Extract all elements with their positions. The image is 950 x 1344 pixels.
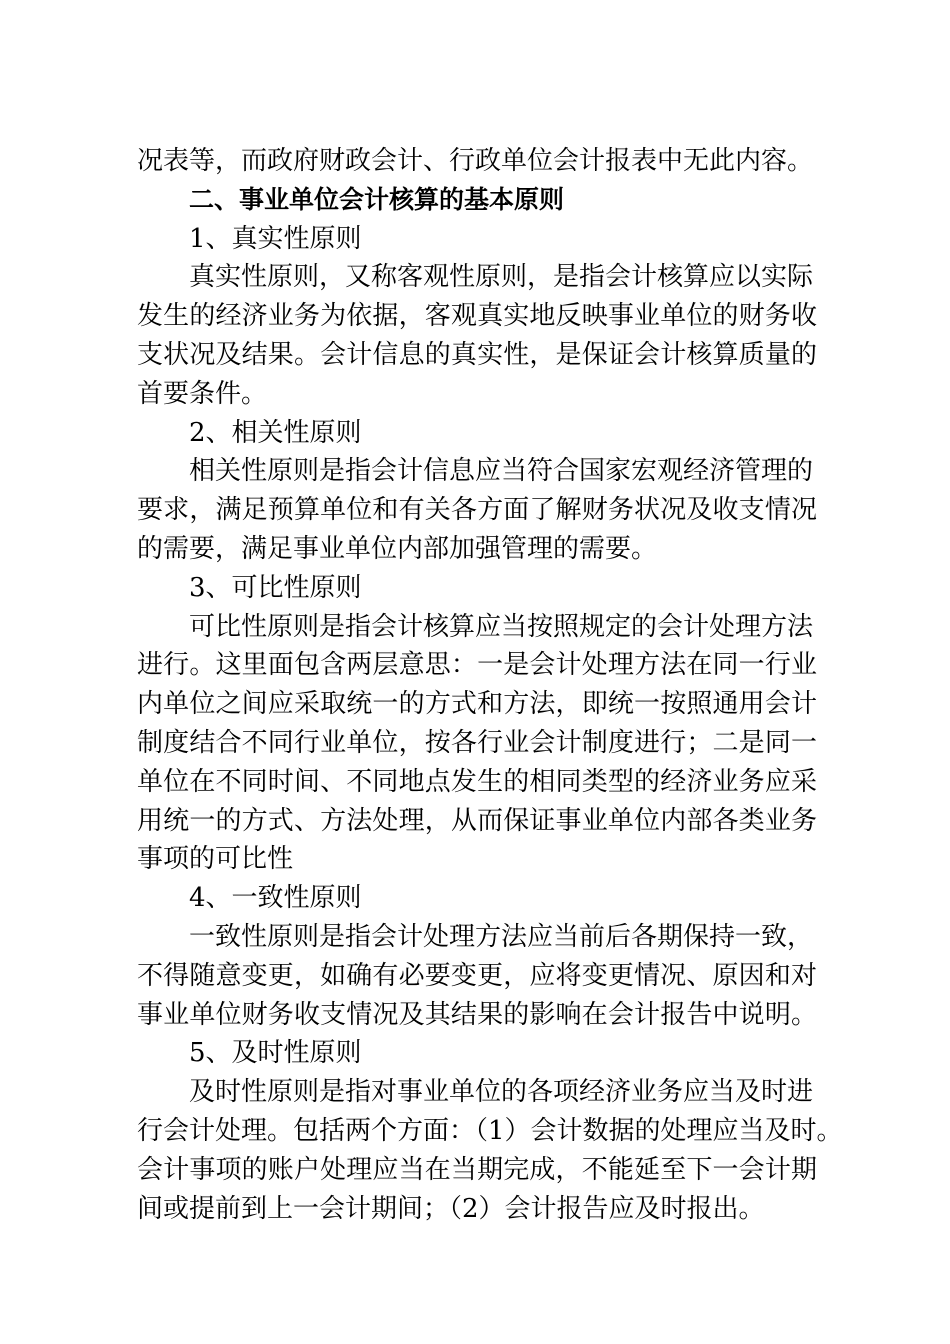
- subsection-heading: 5、及时性原则: [189, 1038, 362, 1069]
- section-heading: 二、事业单位会计核算的基本原则: [189, 184, 565, 214]
- paragraph-first-line: 及时性原则是指对事业单位的各项经济业务应当及时进: [189, 1077, 814, 1108]
- text-line: 发生的经济业务为依据，客观真实地反映事业单位的财务收: [137, 301, 817, 332]
- text-line: 单位在不同时间、不同地点发生的相同类型的经济业务应采: [137, 766, 817, 797]
- subsection-heading: 1、真实性原则: [189, 223, 362, 254]
- text-line: 不得随意变更，如确有必要变更，应将变更情况、原因和对: [137, 960, 817, 991]
- text-line: 用统一的方式、方法处理，从而保证事业单位内部各类业务: [137, 805, 817, 836]
- text-line: 间或提前到上一会计期间；（2）会计报告应及时报出。: [137, 1193, 765, 1224]
- text-line: 制度结合不同行业单位，按各行业会计制度进行；二是同一: [137, 727, 817, 758]
- subsection-heading: 4、一致性原则: [189, 883, 362, 914]
- paragraph-first-line: 可比性原则是指会计核算应当按照规定的会计处理方法: [189, 611, 814, 642]
- paragraph-first-line: 相关性原则是指会计信息应当符合国家宏观经济管理的: [189, 456, 814, 487]
- text-line: 进行。这里面包含两层意思：一是会计处理方法在同一行业: [137, 650, 817, 681]
- text-line: 事项的可比性: [137, 844, 294, 875]
- document-page: [137, 142, 843, 1228]
- subsection-heading: 3、可比性原则: [189, 572, 362, 603]
- text-line: 会计事项的账户处理应当在当期完成，不能延至下一会计期: [137, 1154, 817, 1185]
- paragraph-first-line: 真实性原则，又称客观性原则，是指会计核算应以实际: [189, 262, 814, 293]
- text-line: 况表等，而政府财政会计、行政单位会计报表中无此内容。: [137, 146, 814, 176]
- text-line: 首要条件。: [137, 378, 268, 409]
- text-line: 支状况及结果。会计信息的真实性，是保证会计核算质量的: [137, 339, 817, 370]
- text-line: 事业单位财务收支情况及其结果的影响在会计报告中说明。: [137, 999, 817, 1030]
- subsection-heading: 2、相关性原则: [189, 417, 362, 448]
- text-line: 要求，满足预算单位和有关各方面了解财务状况及收支情况: [137, 495, 817, 526]
- text-line: 行会计处理。包括两个方面：（1）会计数据的处理应当及时。: [137, 1115, 843, 1146]
- text-line: 的需要，满足事业单位内部加强管理的需要。: [137, 533, 658, 564]
- text-line: 内单位之间应采取统一的方式和方法，即统一按照通用会计: [137, 689, 817, 720]
- paragraph-first-line: 一致性原则是指会计处理方法应当前后各期保持一致，: [189, 921, 814, 952]
